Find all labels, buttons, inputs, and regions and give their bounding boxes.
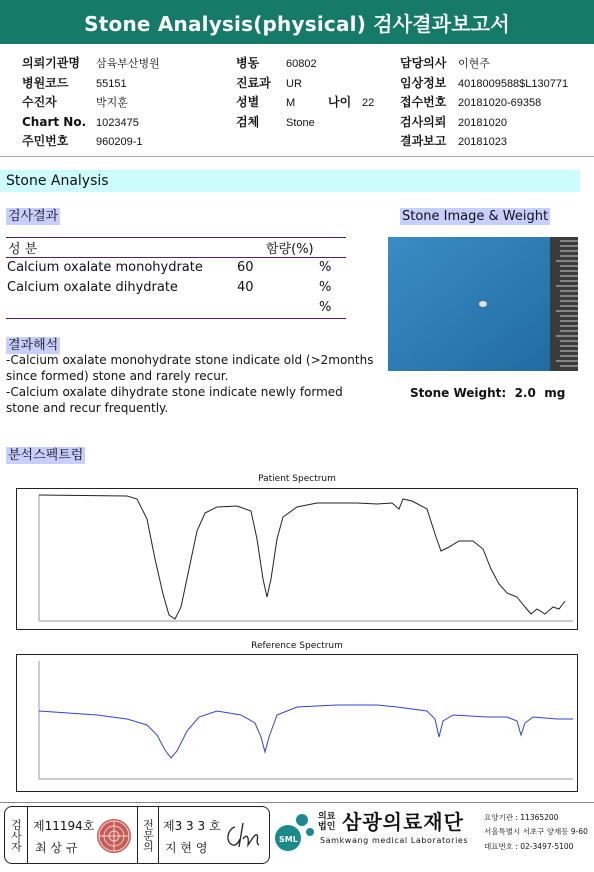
specialist-name: 지 현 영 [165, 841, 208, 855]
seal-pattern [97, 819, 131, 853]
interpretation-heading: 결과해석 [8, 338, 59, 353]
interpretation-line-2: -Calcium oxalate dihydrate stone indicate newly formed stone and recur frequently. [6, 385, 343, 415]
header-row: 성별 M 나이 22 [236, 95, 375, 109]
result-row-2-name: Calcium oxalate dihydrate [7, 280, 178, 295]
header-col-1 [22, 52, 160, 150]
header-row: 검사의뢰 20181020 [400, 114, 507, 129]
seal-stamp [97, 819, 131, 853]
sml-logo-text: SML [279, 835, 298, 844]
signature-graphic [221, 819, 265, 853]
result-row-1-name: Calcium oxalate monohydrate [7, 260, 203, 275]
header-row: 검체 Stone [236, 114, 315, 129]
header-row: Chart No. 1023475 [22, 114, 139, 129]
result-row-2-unit: % [319, 280, 332, 295]
results-col-amount: 함량(%) [266, 242, 314, 257]
stone-photo [388, 237, 578, 371]
org-name: 삼광의료재단 [342, 810, 464, 834]
result-row-1-amount: 60 [237, 260, 254, 275]
signature-box [4, 806, 270, 864]
age-value: 22 [362, 97, 375, 109]
results-table-header-rule [6, 257, 346, 258]
stone-weight: Stone Weight: 2.0 mg [410, 386, 566, 400]
header-row: 의뢰기관명 삼육부산병원 [22, 56, 160, 70]
header-row: 결과보고 20181023 [400, 134, 507, 148]
tester-number: 제11194호 [33, 819, 95, 833]
patient-spectrum-title: Patient Spectrum [258, 474, 336, 484]
stone-photo-graphic [388, 237, 578, 371]
header-row: 임상정보 4018009588$L130771 [400, 75, 569, 90]
reference-spectrum-title: Reference Spectrum [251, 641, 343, 651]
org-prefix: 의료 법인 [318, 812, 336, 832]
header-col-2 [236, 52, 374, 130]
header-row: 주민번호 960209-1 [22, 134, 143, 148]
header-row: 접수번호 20181020-69358 [400, 95, 542, 109]
spectrum-heading: 분석스펙트럼 [8, 448, 84, 463]
age-label: 나이 [328, 95, 352, 109]
header-row: 병원코드 55151 [22, 75, 127, 90]
patient-spectrum-svg [17, 489, 577, 629]
patient-spectrum-chart [16, 488, 578, 630]
result-row-1-unit: % [319, 260, 332, 275]
org-name-en: Samkwang medical Laboratories [320, 836, 469, 845]
interpretation-line-1: -Calcium oxalate monohydrate stone indicate old (>2months since formed) stone and rarely recur. [6, 353, 374, 383]
stone-image-heading: Stone Image & Weight [402, 209, 549, 224]
header-row: 담당의사 이현주 [400, 56, 490, 70]
result-row-3-unit: % [319, 300, 332, 315]
reference-spectrum-chart [16, 654, 578, 792]
header-row: 진료과 UR [236, 75, 302, 90]
sml-logo-graphic [272, 808, 316, 852]
specialist-number: 제3 3 3 호 [163, 819, 221, 833]
results-heading: 검사결과 [8, 209, 59, 224]
reference-spectrum-line [39, 705, 573, 758]
institution-code: 요양기관 : 11365200 [484, 813, 559, 822]
section-title: Stone Analysis [0, 170, 580, 192]
sml-logo [272, 808, 316, 852]
tester-label: 검사자 [5, 807, 28, 863]
footer-rule [0, 802, 594, 803]
org-phone: 대표번호 : 02-3497-5100 [484, 842, 574, 851]
tester-name: 최 상 규 [35, 841, 78, 855]
result-row-2-amount: 40 [237, 280, 254, 295]
results-table-bottom-rule [6, 318, 346, 319]
report-title: Stone Analysis(physical) 검사결과보고서 [0, 0, 594, 44]
org-address: 서울특별시 서초구 양재동 9-60 [484, 827, 588, 836]
specialist-label: 전문의 [137, 807, 159, 863]
header-divider [0, 156, 594, 157]
reference-spectrum-svg [17, 655, 577, 791]
header-row: 병동 60802 [236, 56, 317, 70]
header-col-3 [400, 52, 568, 150]
header-row: 수진자 박지훈 [22, 95, 128, 109]
results-col-component: 성 분 [8, 242, 38, 257]
patient-spectrum-line [39, 495, 565, 619]
